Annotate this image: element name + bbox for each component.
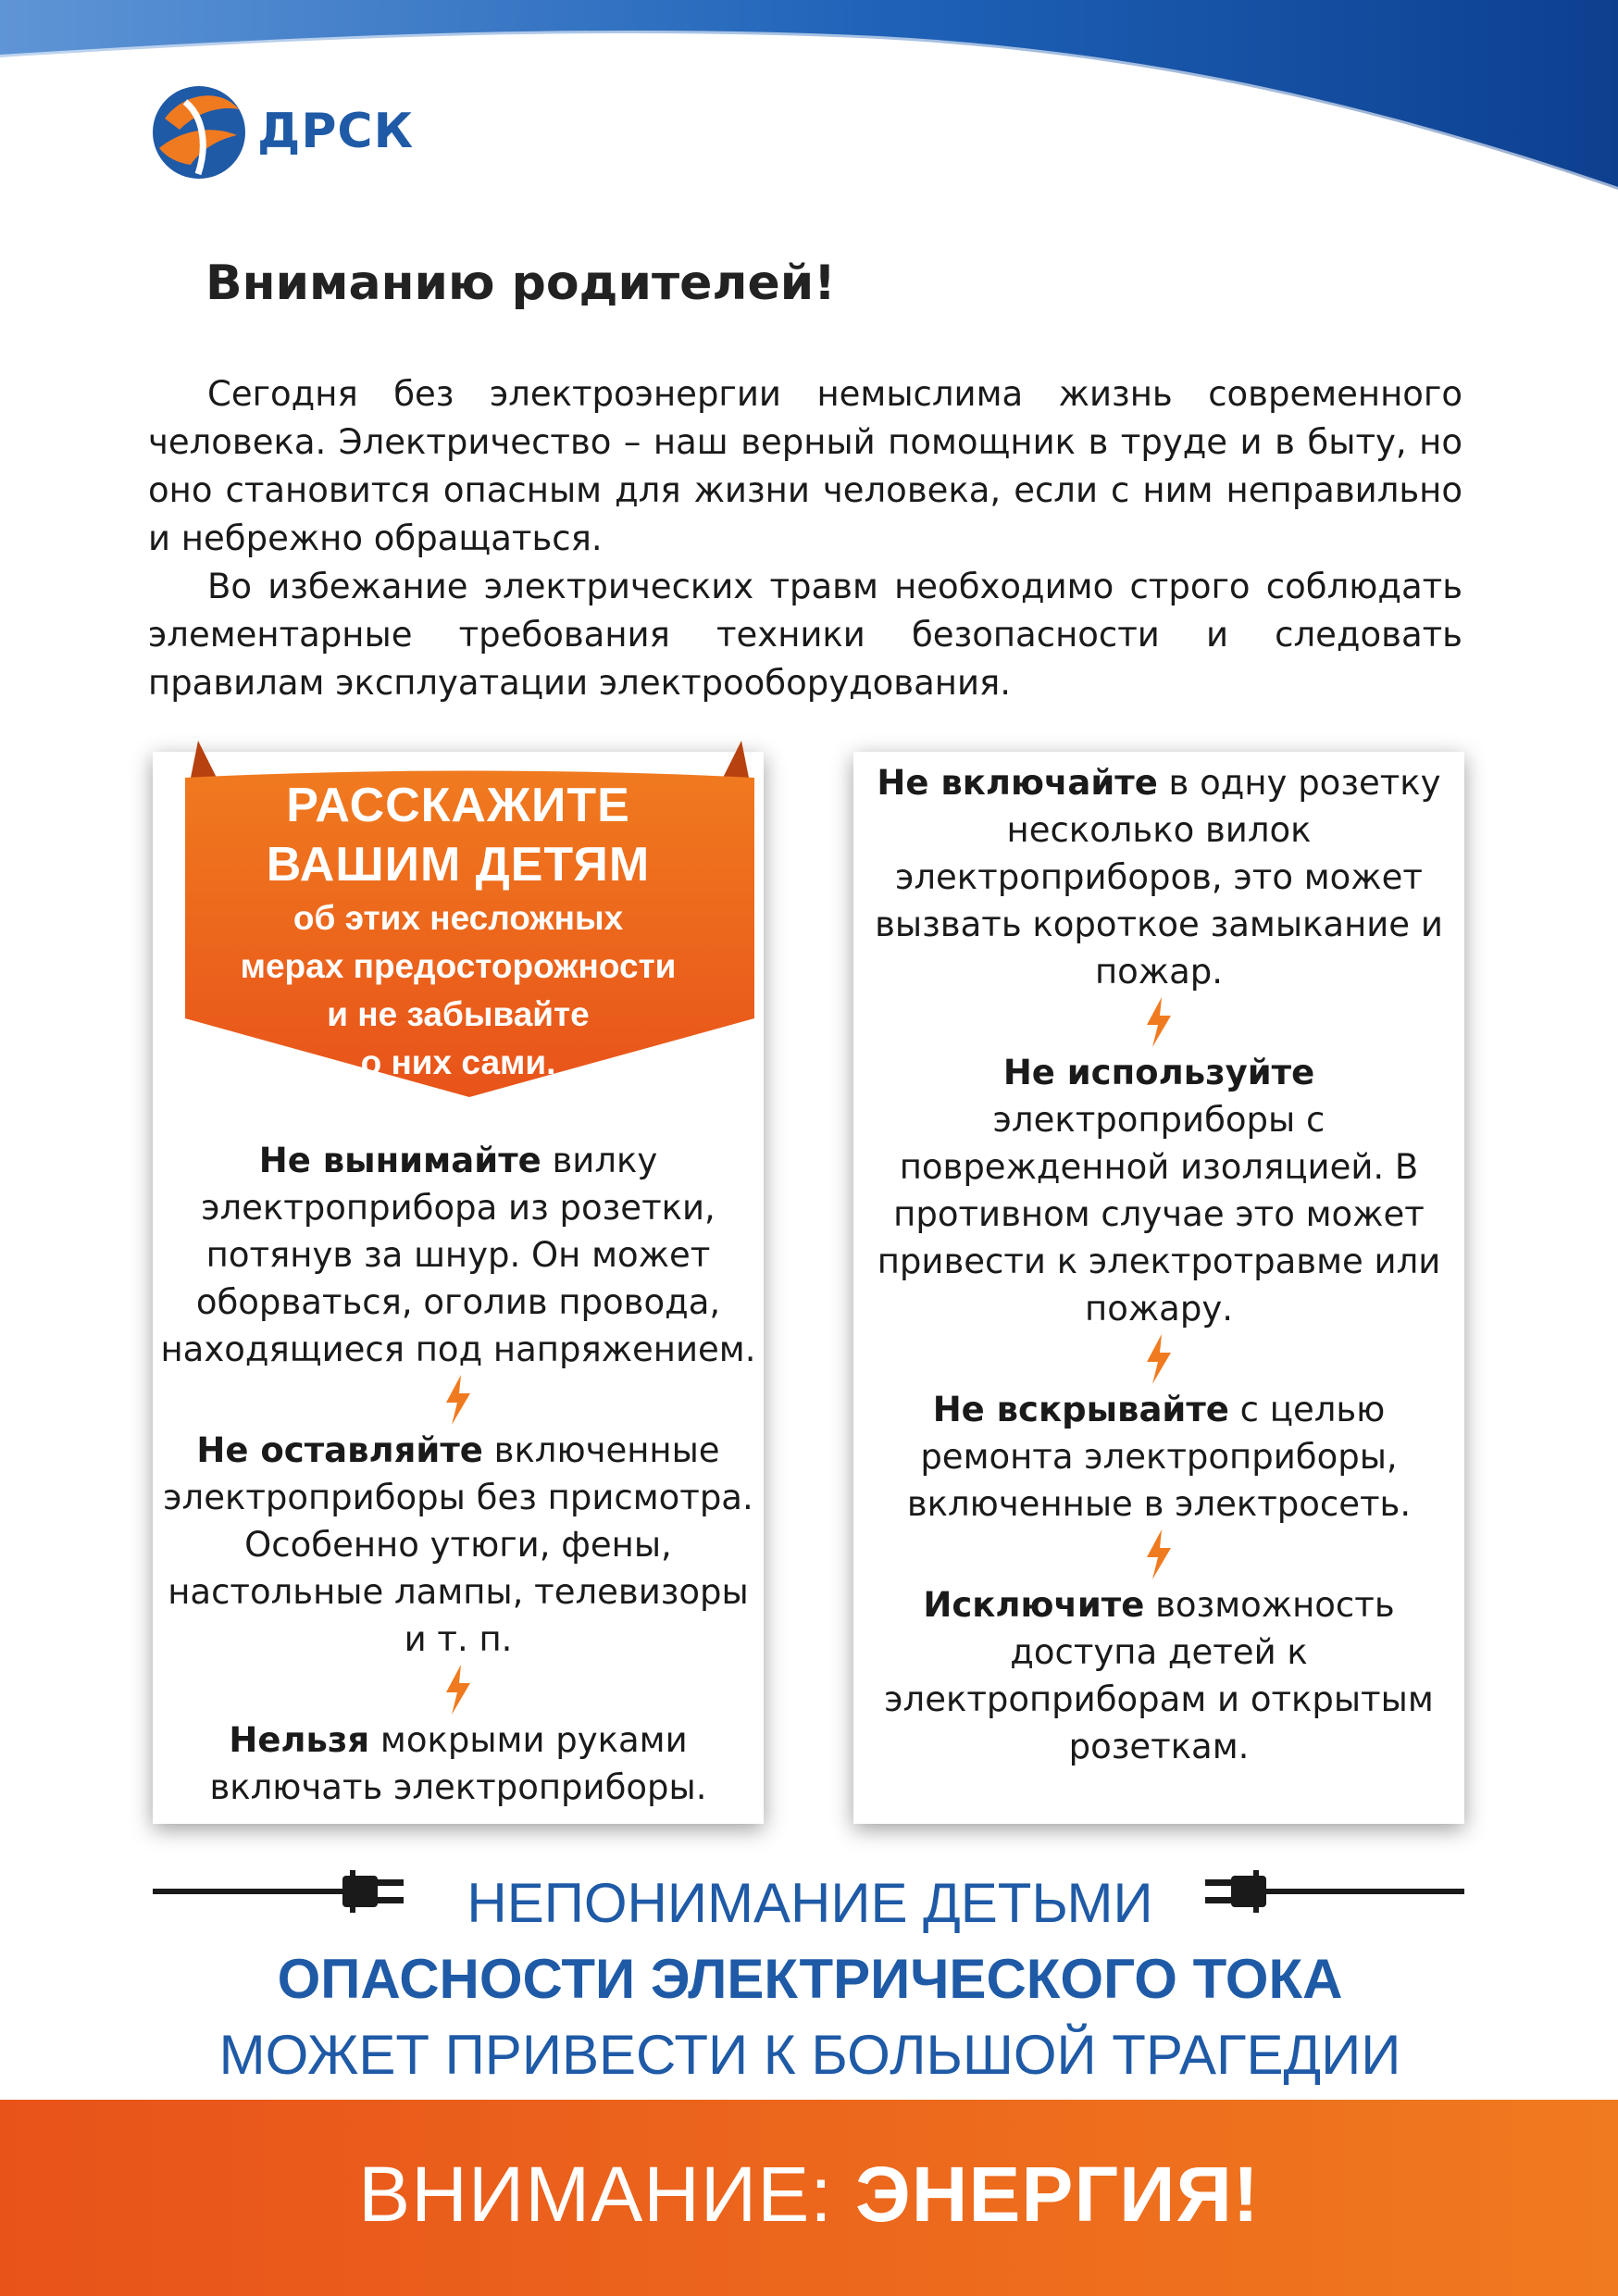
page-title: Вниманию родителей! — [205, 256, 836, 311]
intro-paragraph-1: Сегодня без электроэнергии немыслима жизнь современного человека. Электричество – наш верный помощник в труде и в быту, но оно становится опасным для жизни человека, если с ним неправильно и небрежно обращаться. — [148, 374, 1462, 558]
slogan-line-1: НЕПОНИМАНИЕ ДЕТЬМИ — [467, 1872, 1153, 1934]
lightning-icon — [1143, 1334, 1175, 1384]
ribbon-line-2: ВАШИМ ДЕТЯМ — [266, 838, 651, 892]
ribbon-line-3: об этих несложных — [292, 899, 624, 937]
lightning-icon — [1143, 997, 1175, 1047]
lightning-icon — [442, 1665, 474, 1715]
rule-item: Не вынимайте вилку электроприбора из розетки, потянув за шнур. Он может оборваться, оголив провода, находящиеся под напряжением. — [160, 1141, 756, 1369]
footer-text — [0, 2150, 1618, 2240]
ribbon-line-1: РАССКАЖИТЕ — [286, 779, 630, 832]
slogan-line-2: ОПАСНОСТИ ЭЛЕКТРИЧЕСКОГО ТОКА — [277, 1948, 1343, 2010]
left-rules — [153, 1137, 764, 1811]
slogan-line-3: МОЖЕТ ПРИВЕСТИ К БОЛЬШОЙ ТРАГЕДИИ — [218, 2024, 1401, 2086]
rule-item: Нельзя мокрыми руками включать электроприборы. — [209, 1720, 707, 1807]
rule-item: Не используйте электроприборы с поврежденной изоляцией. В противном случае это может привести к электротравме или пожару. — [877, 1053, 1441, 1329]
ribbon-text — [185, 776, 731, 1087]
lightning-icon — [442, 1375, 474, 1425]
rule-item: Не вскрывайте с целью ремонта электроприборы, включенные в электросеть. — [906, 1390, 1412, 1524]
rule-item: Исключите возможность доступа детей к электроприборам и открытым розеткам. — [884, 1585, 1434, 1766]
brand-name: ДРСК — [257, 104, 415, 159]
ribbon-line-6: о них сами. — [360, 1043, 556, 1081]
ribbon-line-4: мерах предосторожности — [240, 947, 677, 985]
rule-item: Не включайте в одну розетку несколько вилок электроприборов, это может вызвать короткое замыкание и пожар. — [875, 763, 1443, 992]
intro-text — [148, 370, 1462, 707]
warning-slogan — [148, 1866, 1472, 2093]
footer-emphasis: ЭНЕРГИЯ! — [854, 2151, 1260, 2238]
lightning-icon — [1143, 1529, 1175, 1579]
drsk-logo-icon — [148, 81, 250, 183]
intro-paragraph-2: Во избежание электрических травм необходимо строго соблюдать элементарные требования техники безопасности и следовать правилам эксплуатации электрооборудования. — [148, 567, 1462, 703]
rule-item: Не оставляйте включенные электроприборы без присмотра. Особенно утюги, фены, настольные лампы, телевизоры и т. п. — [163, 1430, 753, 1659]
right-rules — [853, 759, 1464, 1770]
footer-prefix: ВНИМАНИЕ: — [358, 2151, 855, 2238]
ribbon-line-5: и не забывайте — [327, 995, 590, 1033]
